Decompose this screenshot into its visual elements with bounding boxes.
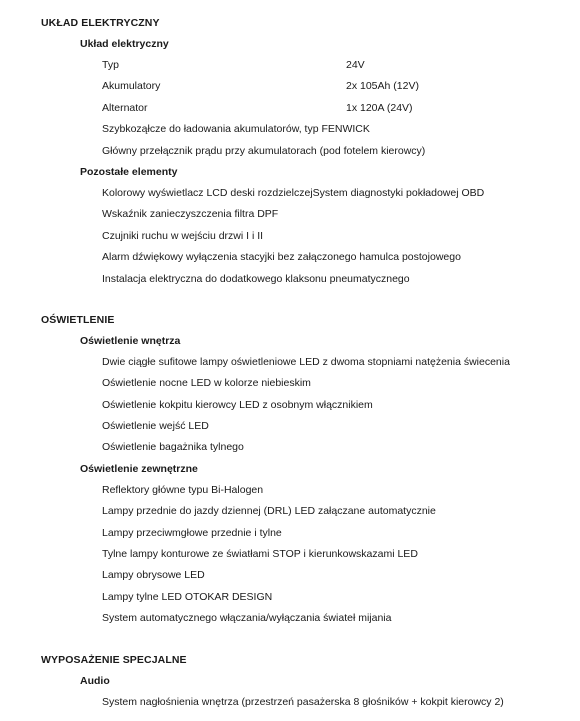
spec-value: 1x 120A (24V) bbox=[346, 101, 413, 114]
spec-label: Akumulatory bbox=[102, 80, 161, 93]
spec-row bbox=[0, 226, 580, 247]
spec-row bbox=[0, 416, 580, 437]
group-title: Audio bbox=[80, 674, 110, 687]
spec-label: Wskaźnik zanieczyszczenia filtra DPF bbox=[102, 208, 279, 221]
spec-label: Szybkoząłcze do ładowania akumulatorów, typ FENWICK bbox=[102, 123, 370, 136]
spec-row bbox=[0, 55, 580, 76]
spec-label: Instalacja elektryczna do dodatkowego klaksonu pneumatycznego bbox=[102, 272, 410, 285]
group-title: Oświetlenie zewnętrzne bbox=[80, 462, 198, 475]
spec-section bbox=[0, 310, 580, 630]
spec-label: Dwie ciągłe sufitowe lampy oświetleniowe LED z dwoma stopniami natężenia świecenia bbox=[102, 355, 510, 368]
spec-value: 24V bbox=[346, 59, 365, 71]
spec-row bbox=[0, 480, 580, 501]
spec-label: Typ bbox=[102, 59, 119, 71]
spec-label: Lampy przednie do jazdy dziennej (DRL) LED załączane automatycznie bbox=[102, 505, 436, 518]
spec-group bbox=[0, 162, 580, 290]
spec-row bbox=[0, 437, 580, 458]
spec-row bbox=[0, 544, 580, 565]
spec-label: Reflektory główne typu Bi-Halogen bbox=[102, 483, 264, 496]
spec-row bbox=[0, 395, 580, 416]
spec-value: 2x 105Ah (12V) bbox=[346, 80, 419, 93]
spec-label: System nagłośnienia wnętrza (przestrzeń pasażerska 8 głośników + kokpit kierowcy 2) bbox=[102, 695, 504, 708]
spec-row bbox=[0, 352, 580, 373]
spec-row bbox=[0, 204, 580, 225]
spec-row bbox=[0, 141, 580, 162]
spec-row bbox=[0, 98, 580, 119]
spec-row bbox=[0, 587, 580, 608]
spec-row bbox=[0, 76, 580, 97]
group-title: Oświetlenie wnętrza bbox=[80, 334, 181, 347]
spec-group bbox=[0, 671, 580, 713]
spec-label: System automatycznego włączania/wyłączania świateł mijania bbox=[102, 612, 392, 625]
section-title: OŚWIETLENIE bbox=[41, 313, 115, 326]
spec-label: Lampy tylne LED OTOKAR DESIGN bbox=[102, 590, 273, 603]
spec-group bbox=[0, 459, 580, 630]
spec-label: Alarm dźwiękowy wyłączenia stacyjki bez załączonego hamulca postojowego bbox=[102, 251, 461, 264]
group-title: Pozostałe elementy bbox=[80, 165, 178, 178]
spec-row bbox=[0, 119, 580, 140]
spec-row bbox=[0, 565, 580, 586]
spec-section bbox=[0, 650, 580, 713]
section-title: WYPOSAŻENIE SPECJALNE bbox=[41, 653, 187, 666]
spec-label: Kolorowy wyświetlacz LCD deski rozdzielczejSystem diagnostyki pokładowej OBD bbox=[102, 186, 485, 199]
spec-row bbox=[0, 608, 580, 629]
spec-label: Tylne lampy konturowe ze światłami STOP i kierunkowskazami LED bbox=[102, 548, 418, 561]
spec-row bbox=[0, 501, 580, 522]
spec-row bbox=[0, 692, 580, 713]
spec-label: Czujniki ruchu w wejściu drzwi I i II bbox=[102, 229, 264, 242]
spec-label: Oświetlenie nocne LED w kolorze niebieskim bbox=[102, 377, 311, 390]
spec-label: Alternator bbox=[102, 101, 148, 114]
spec-group bbox=[0, 331, 580, 459]
spec-row bbox=[0, 523, 580, 544]
section-title: UKŁAD ELEKTRYCZNY bbox=[41, 17, 160, 29]
group-title: Układ elektryczny bbox=[80, 38, 169, 50]
spec-section bbox=[0, 13, 580, 290]
spec-label: Oświetlenie wejść LED bbox=[102, 420, 209, 433]
spec-row bbox=[0, 183, 580, 204]
spec-label: Oświetlenie kokpitu kierowcy LED z osobnym włącznikiem bbox=[102, 398, 373, 411]
spec-row bbox=[0, 373, 580, 394]
spec-row bbox=[0, 247, 580, 268]
spec-label: Główny przełącznik prądu przy akumulatorach (pod fotelem kierowcy) bbox=[102, 144, 426, 157]
spec-group bbox=[0, 34, 580, 162]
spec-label: Lampy przeciwmgłowe przednie i tylne bbox=[102, 526, 282, 539]
spec-label: Lampy obrysowe LED bbox=[102, 569, 205, 582]
spec-row bbox=[0, 269, 580, 290]
spec-label: Oświetlenie bagażnika tylnego bbox=[102, 441, 244, 454]
